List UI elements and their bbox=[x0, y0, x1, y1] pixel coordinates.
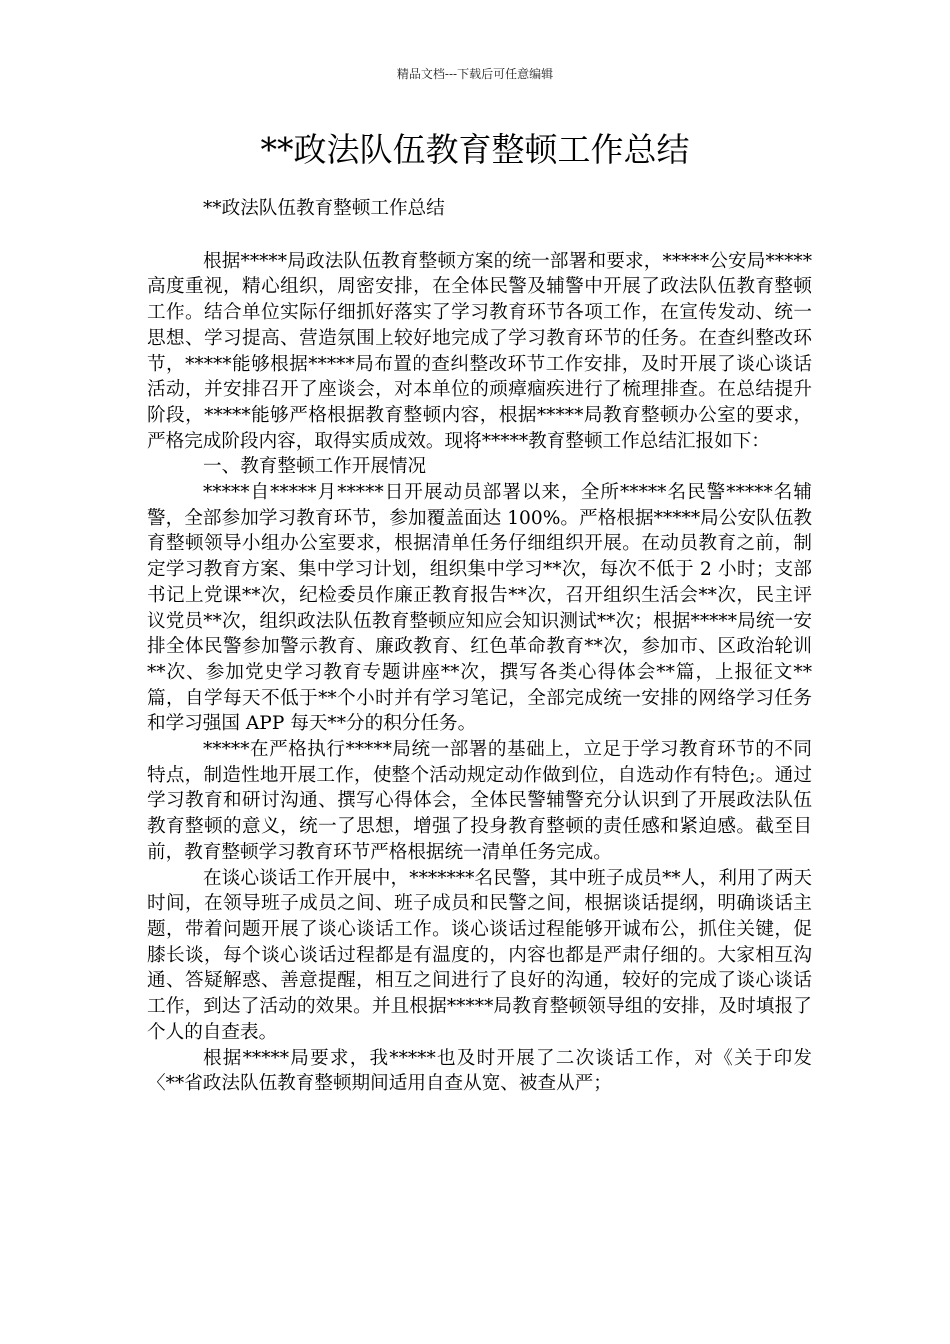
paragraph: *****在严格执行*****局统一部署的基础上，立足于学习教育环节的不同特点，制造性地开展工作，使整个活动规定动作做到位，自选动作有特色;。通过学习教育和研讨沟通、撰写心得体会，全体民警辅警充分认识到了开展政法队伍教育整顿的意义，统一了思想，增强了投身教育整顿的责任感和紧迫感。截至目前，教育整顿学习教育环节严格根据统一清单任务完成。 bbox=[147, 739, 812, 863]
paragraph: 根据*****局要求，我*****也及时开展了二次谈话工作，对《关于印发〈**省政法队伍教育整顿期间适用自查从宽、被查从严； bbox=[147, 1047, 812, 1095]
header-note: 精品文档---下载后可任意编辑 bbox=[396, 67, 554, 81]
paragraph-intro: 根据*****局政法队伍教育整顿方案的统一部署和要求，*****公安局*****高度重视，精心组织，周密安排，在全体民警及辅警中开展了政法队伍教育整顿工作。结合单位实际仔细抓好落实了学习教育环节各项工作，在宣传发动、统一思想、学习提高、营造氛围上较好地完成了学习教育环节的任务。在查纠整改环节，*****能够根据*****局布置的查纠整改环节工作安排，及时开展了谈心谈话活动，并安排召开了座谈会，对本单位的顽瘴痼疾进行了梳理排查。在总结提升阶段，*****能够严格根据教育整顿内容，根据*****局教育整顿办公室的要求，严格完成阶段内容，取得实质成效。现将*****教育整顿工作总结汇报如下： bbox=[147, 250, 812, 452]
document-title: **政法队伍教育整顿工作总结 bbox=[260, 130, 690, 169]
document-subtitle: **政法队伍教育整顿工作总结 bbox=[203, 198, 445, 219]
paragraph: 在谈心谈话工作开展中，*******名民警，其中班子成员**人，利用了两天时间，在领导班子成员之间、班子成员和民警之间，根据谈话提纲，明确谈话主题，带着问题开展了谈心谈话工作。谈心谈话过程能够开诚布公，抓住关键，促膝长谈，每个谈心谈话过程都是有温度的，内容也都是严肃仔细的。大家相互沟通、答疑解惑、善意提醒，相互之间进行了良好的沟通，较好的完成了谈心谈话工作，到达了活动的效果。并且根据*****局教育整顿领导组的安排，及时填报了个人的自查表。 bbox=[147, 867, 812, 1043]
section-heading: 一、教育整顿工作开展情况 bbox=[203, 456, 427, 478]
document-body bbox=[147, 196, 812, 1097]
paragraph: *****自*****月*****日开展动员部署以来，全所*****名民警*****名辅警，全部参加学习教育环节，参加覆盖面达 100%。严格根据*****局公安队伍教育整顿领导小组办公室要求，根据清单任务仔细组织开展。在动员教育之前，制定学习教育方案、集中学习计划，组织集中学习**次，每次不低于 2 小时；支部书记上党课**次，纪检委员作廉正教育报告**次，召开组织生活会**次，民主评议党员**次，组织政法队伍教育整顿应知应会知识测试**次；根据*****局统一安排全体民警参加警示教育、廉政教育、红色革命教育**次，参加市、区政治轮训**次、参加党史学习教育专题讲座**次，撰写各类心得体会**篇，上报征文**篇，自学每天不低于**个小时并有学习笔记，全部完成统一安排的网络学习任务和学习强国 APP 每天**分的积分任务。 bbox=[147, 482, 812, 735]
